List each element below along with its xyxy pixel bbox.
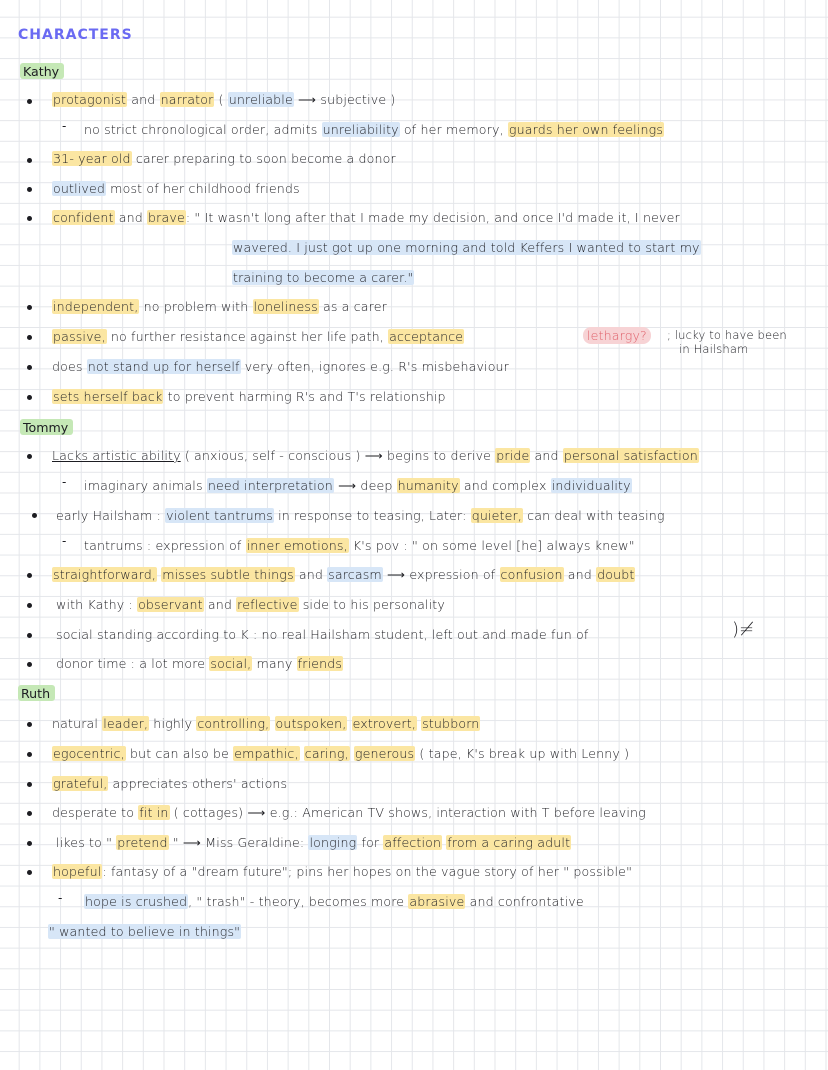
bullet	[27, 187, 32, 192]
bullet	[27, 365, 32, 370]
side-note: in Hailsham	[679, 342, 749, 356]
bullet	[27, 870, 32, 875]
text-line: early Hailsham : violent tantrums in response to teasing, Later: quieter, can deal with teasing	[56, 508, 665, 523]
section-label-tommy: Tommy	[20, 419, 73, 435]
text-line: straightforward, misses subtle things and sarcasm ⟶ expression of confusion and doubt	[53, 567, 635, 582]
dash: -	[62, 475, 67, 489]
text-line: grateful, appreciates others' actions	[53, 776, 288, 791]
text-line: donor time : a lot more social, many friends	[56, 656, 343, 671]
text-line: Lacks artistic ability ( anxious, self - conscious ) ⟶ begins to derive pride and personal satisfaction	[52, 448, 698, 463]
text-line: natural leader, highly controlling, outspoken, extrovert, stubborn	[52, 716, 480, 731]
text-line: does not stand up for herself very often, ignores e.g. R's misbehaviour	[52, 359, 510, 374]
text-line: imaginary animals need interpretation ⟶ deep humanity and complex individuality	[84, 478, 631, 493]
bullet	[27, 752, 32, 757]
quote-line: training to become a carer."	[233, 270, 414, 285]
bullet	[27, 811, 32, 816]
text-line: 31- year old carer preparing to soon become a donor	[53, 151, 396, 166]
text-line: egocentric, but can also be empathic, caring, generous ( tape, K's break up with Lenny )	[53, 746, 630, 761]
dash: -	[58, 891, 63, 905]
text-line: likes to " pretend " ⟶ Miss Geraldine: longing for affection from a caring adult	[56, 835, 571, 850]
text-line: independent, no problem with loneliness as a carer	[53, 299, 387, 314]
text-line: hope is crushed, " trash" - theory, becomes more abrasive and confrontative	[85, 894, 584, 909]
bullet	[27, 841, 32, 846]
bullet	[27, 573, 32, 578]
quote-line: " wanted to believe in things"	[49, 924, 241, 939]
bracket-note: )≠	[732, 619, 755, 640]
text-line: social standing according to K : no real Hailsham student, left out and made fun of	[56, 627, 589, 642]
text-line: hopeful: fantasy of a "dream future"; pins her hopes on the vague story of her " possible"	[53, 864, 633, 879]
bullet	[32, 513, 37, 518]
bullet	[27, 216, 32, 221]
bullet	[27, 633, 32, 638]
dash: -	[62, 534, 67, 548]
text-line: desperate to fit in ( cottages) ⟶ e.g.: American TV shows, interaction with T before leaving	[52, 805, 646, 820]
text-line: sets herself back to prevent harming R's and T's relationship	[53, 389, 446, 404]
section-label-kathy: Kathy	[20, 63, 64, 79]
bullet	[27, 305, 32, 310]
dash: -	[62, 119, 67, 133]
bullet	[27, 603, 32, 608]
note-lethargy: lethargy?	[583, 328, 651, 343]
text-line: confident and brave: " It wasn't long after that I made my decision, and once I'd made it, I never	[53, 210, 680, 225]
text-line: protagonist and narrator ( unreliable ⟶ subjective )	[53, 92, 396, 107]
section-label-ruth: Ruth	[18, 685, 55, 701]
bullet	[27, 722, 32, 727]
quote-line: wavered. I just got up one morning and told Keffers I wanted to start my	[233, 240, 700, 255]
bullet	[27, 395, 32, 400]
bullet	[27, 782, 32, 787]
bullet	[27, 454, 32, 459]
text-line: tantrums : expression of inner emotions, K's pov : " on some level [he] always knew"	[84, 538, 635, 553]
bullet	[27, 335, 32, 340]
page-title: CHARACTERS	[18, 27, 133, 43]
text-line: no strict chronological order, admits unreliability of her memory, guards her own feelings	[84, 122, 664, 137]
bullet	[27, 99, 32, 104]
bullet	[27, 158, 32, 163]
text-line: outlived most of her childhood friends	[53, 181, 300, 196]
side-note: ; lucky to have been	[667, 328, 787, 342]
text-line: with Kathy : observant and reflective side to his personality	[56, 597, 445, 612]
bullet	[27, 662, 32, 667]
text-line: passive, no further resistance against her life path, acceptance	[53, 329, 464, 344]
